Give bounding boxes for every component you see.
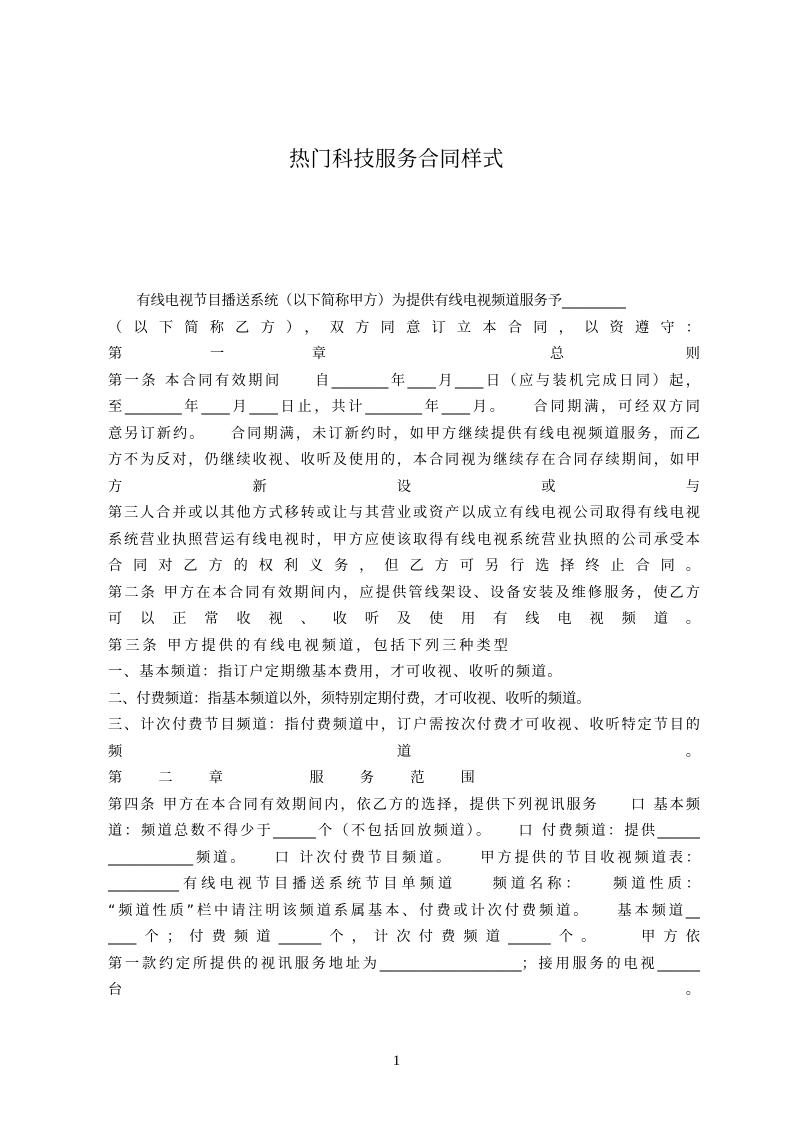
body-line-18: 频 道 。 — [108, 744, 700, 760]
body-line-2: （以下简称乙方），双方同意订立本合同，以资遵守： — [108, 320, 700, 336]
body-line-9: 第三人合并或以其他方式移转或让与其营业或资产以成立有线电视公司取得有线电视 — [108, 505, 700, 521]
body-line-4: 第一条 本合同有效期间 自________年____月____日（应与装机完成日同）起， — [108, 373, 700, 389]
body-line-25: ____个；付费频道______个，计次付费频道______个。 甲方依 — [108, 929, 700, 945]
body-line-14: 第三条 甲方提供的有线电视频道，包括下列三种类型 — [108, 638, 511, 654]
body-line-27: 台 。 — [108, 982, 700, 998]
body-line-1: 有线电视节目播送系统（以下简称甲方）为提供有线电视频道服务予_________ — [108, 293, 626, 309]
body-line-8: 方 新 设 或 与 — [108, 479, 700, 495]
body-line-10: 系统营业执照营运有线电视时，甲方应使该取得有线电视系统营业执照的公司承受本 — [108, 532, 700, 548]
body-line-21: 道：频道总数不得少于______个（不包括回放频道）。 口 付费频道：提供______ — [108, 823, 700, 839]
body-line-23: __________有线电视节目播送系统节目单频道 频道名称： 频道性质： — [108, 876, 700, 892]
body-line-11: 合同对乙方的权利义务，但乙方可另行选择终止合同。 — [108, 558, 700, 574]
body-line-17: 三、计次付费节目频道：指付费频道中，订户需按次付费才可收视、收听特定节目的 — [108, 717, 700, 733]
body-line-7: 方不为反对，仍继续收视、收听及使用的，本合同视为继续存在合同存续期间，如甲 — [108, 452, 700, 468]
chapter-heading-2: 第 二 章 服 务 范 围 — [108, 770, 486, 786]
body-line-26: 第一款约定所提供的视讯服务地址为____________________；接用服务的电视______ — [108, 956, 700, 972]
body-line-5: 至________年____月____日止，共计________年____月。 合同期满，可经双方同 — [108, 399, 700, 415]
chapter-heading-1: 第 一 章 总 则 — [108, 346, 700, 362]
document-title: 热门科技服务合同样式 — [289, 147, 504, 171]
page-number: 1 — [392, 1053, 401, 1069]
body-line-12: 第二条 甲方在本合同有效期间内，应提供管线架设、设备安装及维修服务，使乙方 — [108, 585, 700, 601]
body-line-22: ____________频道。 口 计次付费节目频道。 甲方提供的节目收视频道表： — [108, 850, 700, 866]
body-line-15: 一、基本频道：指订户定期缴基本费用，才可收视、收听的频道。 — [108, 664, 563, 680]
body-line-6: 意另订新约。 合同期满，未订新约时，如甲方继续提供有线电视频道服务，而乙 — [108, 426, 700, 442]
body-line-20: 第四条 甲方在本合同有效期间内，依乙方的选择，提供下列视讯服务 口 基本频 — [108, 797, 700, 813]
body-line-24: “频道性质”栏中请注明该频道系属基本、付费或计次付费频道。 基本频道__ — [108, 903, 700, 919]
body-line-16: 二、付费频道：指基本频道以外，须特别定期付费，才可收视、收听的频道。 — [108, 691, 591, 707]
body-line-13: 可以正常收视、收听及使用有线电视频道。 — [108, 611, 700, 627]
